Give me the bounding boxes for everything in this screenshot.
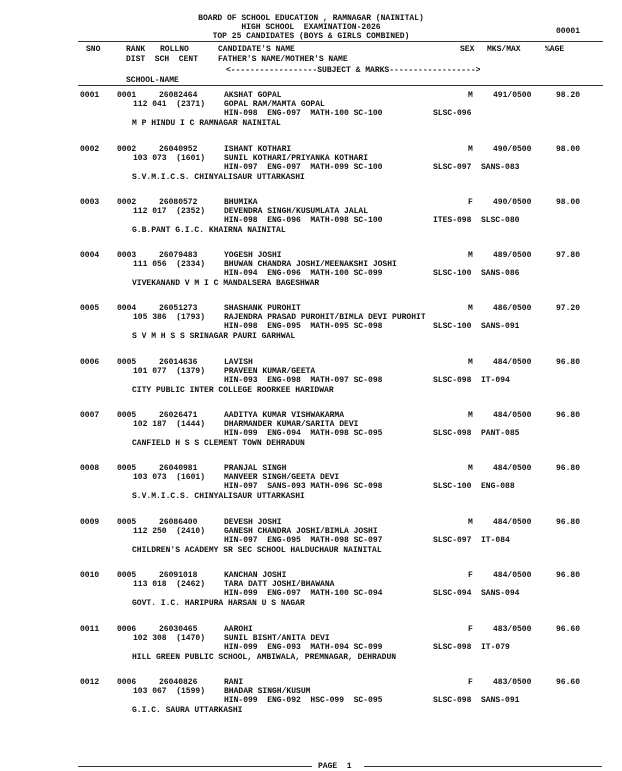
roll-number: 26080572 bbox=[159, 198, 198, 207]
parents-names: GOPAL RAM/MAMTA GOPAL bbox=[224, 100, 325, 109]
col-parents: FATHER'S NAME/MOTHER'S NAME bbox=[218, 55, 348, 64]
roll-number: 26091018 bbox=[159, 571, 198, 580]
rank: 0003 bbox=[117, 251, 137, 260]
additional-subject-marks: SLSC-098 SANS-091 bbox=[433, 696, 520, 705]
percentage: 97.80 bbox=[556, 251, 581, 260]
marks-obtained: 484/0500 bbox=[493, 411, 532, 420]
subject-marks: HIN-097 ENG-097 MATH-099 SC-100 bbox=[224, 163, 383, 172]
header-rule-top bbox=[78, 41, 603, 42]
footer-rule-left bbox=[78, 766, 312, 767]
col-dist-sch-cent: DIST SCH CENT bbox=[126, 55, 199, 64]
candidate-record bbox=[0, 145, 622, 197]
marks-obtained: 490/0500 bbox=[493, 198, 532, 207]
candidate-record bbox=[0, 251, 622, 303]
rank: 0005 bbox=[117, 464, 137, 473]
sheet-number: 00001 bbox=[556, 27, 581, 36]
dist-school-centre-codes: 103 073 (1601) bbox=[133, 154, 206, 163]
additional-subject-marks: SLSC-096 bbox=[433, 109, 472, 118]
candidate-record bbox=[0, 91, 622, 143]
candidate-name: DEVESH JOSHI bbox=[224, 518, 282, 527]
additional-subject-marks: ITES-098 SLSC-080 bbox=[433, 216, 520, 225]
candidate-name: SHASHANK PUROHIT bbox=[224, 304, 301, 313]
dist-school-centre-codes: 112 250 (2410) bbox=[133, 527, 206, 536]
parents-names: SUNIL BISHT/ANITA DEVI bbox=[224, 634, 330, 643]
dist-school-centre-codes: 113 018 (2462) bbox=[133, 580, 206, 589]
parents-names: BHADAR SINGH/KUSUM bbox=[224, 687, 311, 696]
percentage: 96.60 bbox=[556, 625, 581, 634]
marks-obtained: 484/0500 bbox=[493, 571, 532, 580]
marks-obtained: 489/0500 bbox=[493, 251, 532, 260]
col-school-name: SCHOOL-NAME bbox=[126, 76, 179, 85]
serial-number: 0007 bbox=[80, 411, 100, 420]
school-name: S.V.M.I.C.S. CHINYALISAUR UTTARKASHI bbox=[132, 492, 305, 501]
subject-marks: HIN-098 ENG-095 MATH-095 SC-098 bbox=[224, 322, 383, 331]
exam-title: HIGH SCHOOL EXAMINATION-2026 bbox=[241, 23, 381, 32]
candidate-record bbox=[0, 625, 622, 677]
school-name: CANFIELD H S S CLEMENT TOWN DEHRADUN bbox=[132, 439, 305, 448]
parents-names: RAJENDRA PRASAD PUROHIT/BIMLA DEVI PUROHIT bbox=[224, 313, 426, 322]
marks-obtained: 491/0500 bbox=[493, 91, 532, 100]
marks-obtained: 484/0500 bbox=[493, 358, 532, 367]
serial-number: 0011 bbox=[80, 625, 100, 634]
marks-obtained: 483/0500 bbox=[493, 625, 532, 634]
sex: M bbox=[468, 145, 473, 154]
rank: 0004 bbox=[117, 304, 137, 313]
subject-marks: HIN-097 ENG-095 MATH-098 SC-097 bbox=[224, 536, 383, 545]
serial-number: 0012 bbox=[80, 678, 100, 687]
rank: 0006 bbox=[117, 625, 137, 634]
roll-number: 26079483 bbox=[159, 251, 198, 260]
sex: M bbox=[468, 411, 473, 420]
candidate-name: LAVISH bbox=[224, 358, 253, 367]
percentage: 97.20 bbox=[556, 304, 581, 313]
serial-number: 0002 bbox=[80, 145, 100, 154]
list-title: TOP 25 CANDIDATES (BOYS & GIRLS COMBINED) bbox=[212, 32, 410, 41]
board-title: BOARD OF SCHOOL EDUCATION , RAMNAGAR (NAINITAL) bbox=[198, 14, 424, 23]
subject-marks: HIN-098 ENG-097 MATH-100 SC-100 bbox=[224, 109, 383, 118]
school-name: VIVEKANAND V M I C MANDALSERA BAGESHWAR bbox=[132, 279, 320, 288]
candidate-name: ISHANT KOTHARI bbox=[224, 145, 292, 154]
school-name: HILL GREEN PUBLIC SCHOOL, AMBIWALA, PREMNAGAR, DEHRADUN bbox=[132, 653, 397, 662]
marks-obtained: 490/0500 bbox=[493, 145, 532, 154]
parents-names: DEVENDRA SINGH/KUSUMLATA JALAL bbox=[224, 207, 369, 216]
candidate-record bbox=[0, 678, 622, 730]
additional-subject-marks: SLSC-100 ENG-088 bbox=[433, 482, 515, 491]
candidate-name: AKSHAT GOPAL bbox=[224, 91, 282, 100]
candidate-record bbox=[0, 571, 622, 623]
rank: 0001 bbox=[117, 91, 137, 100]
page-label: PAGE 1 bbox=[318, 762, 352, 771]
roll-number: 26040952 bbox=[159, 145, 198, 154]
percentage: 96.80 bbox=[556, 518, 581, 527]
percentage: 96.80 bbox=[556, 358, 581, 367]
header-rule-bottom bbox=[78, 85, 603, 86]
footer-rule-right bbox=[364, 766, 602, 767]
additional-subject-marks: SLSC-097 IT-084 bbox=[433, 536, 510, 545]
school-name: M P HINDU I C RAMNAGAR NAINITAL bbox=[132, 119, 281, 128]
subject-marks: HIN-097 SANS-093 MATH-096 SC-098 bbox=[224, 482, 383, 491]
dist-school-centre-codes: 101 077 (1379) bbox=[133, 367, 206, 376]
marks-obtained: 484/0500 bbox=[493, 518, 532, 527]
sex: M bbox=[468, 464, 473, 473]
roll-number: 26086400 bbox=[159, 518, 198, 527]
additional-subject-marks: SLSC-100 SANS-091 bbox=[433, 322, 520, 331]
dist-school-centre-codes: 102 187 (1444) bbox=[133, 420, 206, 429]
marks-obtained: 486/0500 bbox=[493, 304, 532, 313]
sex: F bbox=[468, 678, 473, 687]
additional-subject-marks: SLSC-098 IT-079 bbox=[433, 643, 510, 652]
candidate-name: AAROHI bbox=[224, 625, 253, 634]
additional-subject-marks: SLSC-100 SANS-086 bbox=[433, 269, 520, 278]
sex: F bbox=[468, 198, 473, 207]
sex: M bbox=[468, 304, 473, 313]
subject-marks: HIN-099 ENG-093 MATH-094 SC-099 bbox=[224, 643, 383, 652]
sex: M bbox=[468, 91, 473, 100]
percentage: 96.80 bbox=[556, 464, 581, 473]
dist-school-centre-codes: 103 073 (1601) bbox=[133, 473, 206, 482]
sex: F bbox=[468, 625, 473, 634]
additional-subject-marks: SLSC-094 SANS-094 bbox=[433, 589, 520, 598]
serial-number: 0006 bbox=[80, 358, 100, 367]
percentage: 98.00 bbox=[556, 198, 581, 207]
serial-number: 0001 bbox=[80, 91, 100, 100]
serial-number: 0005 bbox=[80, 304, 100, 313]
percentage: 96.80 bbox=[556, 411, 581, 420]
rank: 0005 bbox=[117, 358, 137, 367]
rank: 0005 bbox=[117, 518, 137, 527]
dist-school-centre-codes: 112 017 (2352) bbox=[133, 207, 206, 216]
roll-number: 26014636 bbox=[159, 358, 198, 367]
dist-school-centre-codes: 103 067 (1599) bbox=[133, 687, 206, 696]
col-candidate-name: CANDIDATE'S NAME bbox=[218, 45, 295, 54]
school-name: S.V.M.I.C.S. CHINYALISAUR UTTARKASHI bbox=[132, 173, 305, 182]
col-marks: MKS/MAX bbox=[487, 45, 521, 54]
school-name: G.B.PANT G.I.C. KHAIRNA NAINITAL bbox=[132, 226, 286, 235]
serial-number: 0009 bbox=[80, 518, 100, 527]
subject-marks: HIN-093 ENG-098 MATH-097 SC-098 bbox=[224, 376, 383, 385]
parents-names: GANESH CHANDRA JOSHI/BIMLA JOSHI bbox=[224, 527, 378, 536]
marks-obtained: 484/0500 bbox=[493, 464, 532, 473]
roll-number: 26051273 bbox=[159, 304, 198, 313]
roll-number: 26082464 bbox=[159, 91, 198, 100]
candidate-name: BHUMIKA bbox=[224, 198, 258, 207]
candidate-record bbox=[0, 411, 622, 463]
additional-subject-marks: SLSC-097 SANS-083 bbox=[433, 163, 520, 172]
candidate-name: YOGESH JOSHI bbox=[224, 251, 282, 260]
sex: F bbox=[468, 571, 473, 580]
roll-number: 26026471 bbox=[159, 411, 198, 420]
candidate-name: RANI bbox=[224, 678, 244, 687]
subject-marks: HIN-099 ENG-094 MATH-098 SC-095 bbox=[224, 429, 383, 438]
school-name: CHILDREN'S ACADEMY SR SEC SCHOOL HALDUCHAUR NAINITAL bbox=[132, 546, 382, 555]
col-sno: SNO bbox=[86, 45, 101, 54]
parents-names: PRAVEEN KUMAR/GEETA bbox=[224, 367, 316, 376]
parents-names: MANVEER SINGH/GEETA DEVI bbox=[224, 473, 340, 482]
parents-names: SUNIL KOTHARI/PRIYANKA KOTHARI bbox=[224, 154, 369, 163]
candidate-name: KANCHAN JOSHI bbox=[224, 571, 287, 580]
percentage: 98.20 bbox=[556, 91, 581, 100]
parents-names: BHUWAN CHANDRA JOSHI/MEENAKSHI JOSHI bbox=[224, 260, 397, 269]
additional-subject-marks: SLSC-098 PANT-085 bbox=[433, 429, 520, 438]
parents-names: DHARMANDER KUMAR/SARITA DEVI bbox=[224, 420, 359, 429]
dist-school-centre-codes: 112 041 (2371) bbox=[133, 100, 206, 109]
candidate-name: AADITYA KUMAR VISHWAKARMA bbox=[224, 411, 345, 420]
rank: 0002 bbox=[117, 145, 137, 154]
candidate-record bbox=[0, 304, 622, 356]
serial-number: 0004 bbox=[80, 251, 100, 260]
col-sex: SEX bbox=[460, 45, 475, 54]
rank: 0002 bbox=[117, 198, 137, 207]
candidate-record bbox=[0, 358, 622, 410]
roll-number: 26040826 bbox=[159, 678, 198, 687]
serial-number: 0003 bbox=[80, 198, 100, 207]
school-name: CITY PUBLIC INTER COLLEGE ROORKEE HARIDWAR bbox=[132, 386, 334, 395]
percentage: 98.00 bbox=[556, 145, 581, 154]
serial-number: 0010 bbox=[80, 571, 100, 580]
roll-number: 26030465 bbox=[159, 625, 198, 634]
sex: M bbox=[468, 518, 473, 527]
rank: 0005 bbox=[117, 411, 137, 420]
dist-school-centre-codes: 111 056 (2334) bbox=[133, 260, 206, 269]
school-name: G.I.C. SAURA UTTARKASHI bbox=[132, 706, 243, 715]
sex: M bbox=[468, 358, 473, 367]
percentage: 96.60 bbox=[556, 678, 581, 687]
col-subject-marks: <------------------SUBJECT & MARKS------------------> bbox=[226, 66, 481, 75]
sex: M bbox=[468, 251, 473, 260]
additional-subject-marks: SLSC-098 IT-094 bbox=[433, 376, 510, 385]
percentage: 96.80 bbox=[556, 571, 581, 580]
parents-names: TARA DATT JOSHI/BHAWANA bbox=[224, 580, 335, 589]
school-name: GOVT. I.C. HARIPURA HARSAN U S NAGAR bbox=[132, 599, 305, 608]
candidate-record bbox=[0, 464, 622, 516]
subject-marks: HIN-099 ENG-092 HSC-099 SC-095 bbox=[224, 696, 383, 705]
dist-school-centre-codes: 102 308 (1470) bbox=[133, 634, 206, 643]
subject-marks: HIN-098 ENG-096 MATH-098 SC-100 bbox=[224, 216, 383, 225]
subject-marks: HIN-094 ENG-096 MATH-100 SC-099 bbox=[224, 269, 383, 278]
col-rollno: ROLLNO bbox=[160, 45, 189, 54]
subject-marks: HIN-099 ENG-097 MATH-100 SC-094 bbox=[224, 589, 383, 598]
dist-school-centre-codes: 105 386 (1793) bbox=[133, 313, 206, 322]
col-rank: RANK bbox=[126, 45, 146, 54]
rank: 0006 bbox=[117, 678, 137, 687]
serial-number: 0008 bbox=[80, 464, 100, 473]
school-name: S V M H S S SRINAGAR PAURI GARHWAL bbox=[132, 332, 296, 341]
col-percentage: %AGE bbox=[545, 45, 565, 54]
candidate-name: PRANJAL SINGH bbox=[224, 464, 287, 473]
rank: 0005 bbox=[117, 571, 137, 580]
roll-number: 26040981 bbox=[159, 464, 198, 473]
candidate-record bbox=[0, 198, 622, 250]
marks-obtained: 483/0500 bbox=[493, 678, 532, 687]
candidate-record bbox=[0, 518, 622, 570]
